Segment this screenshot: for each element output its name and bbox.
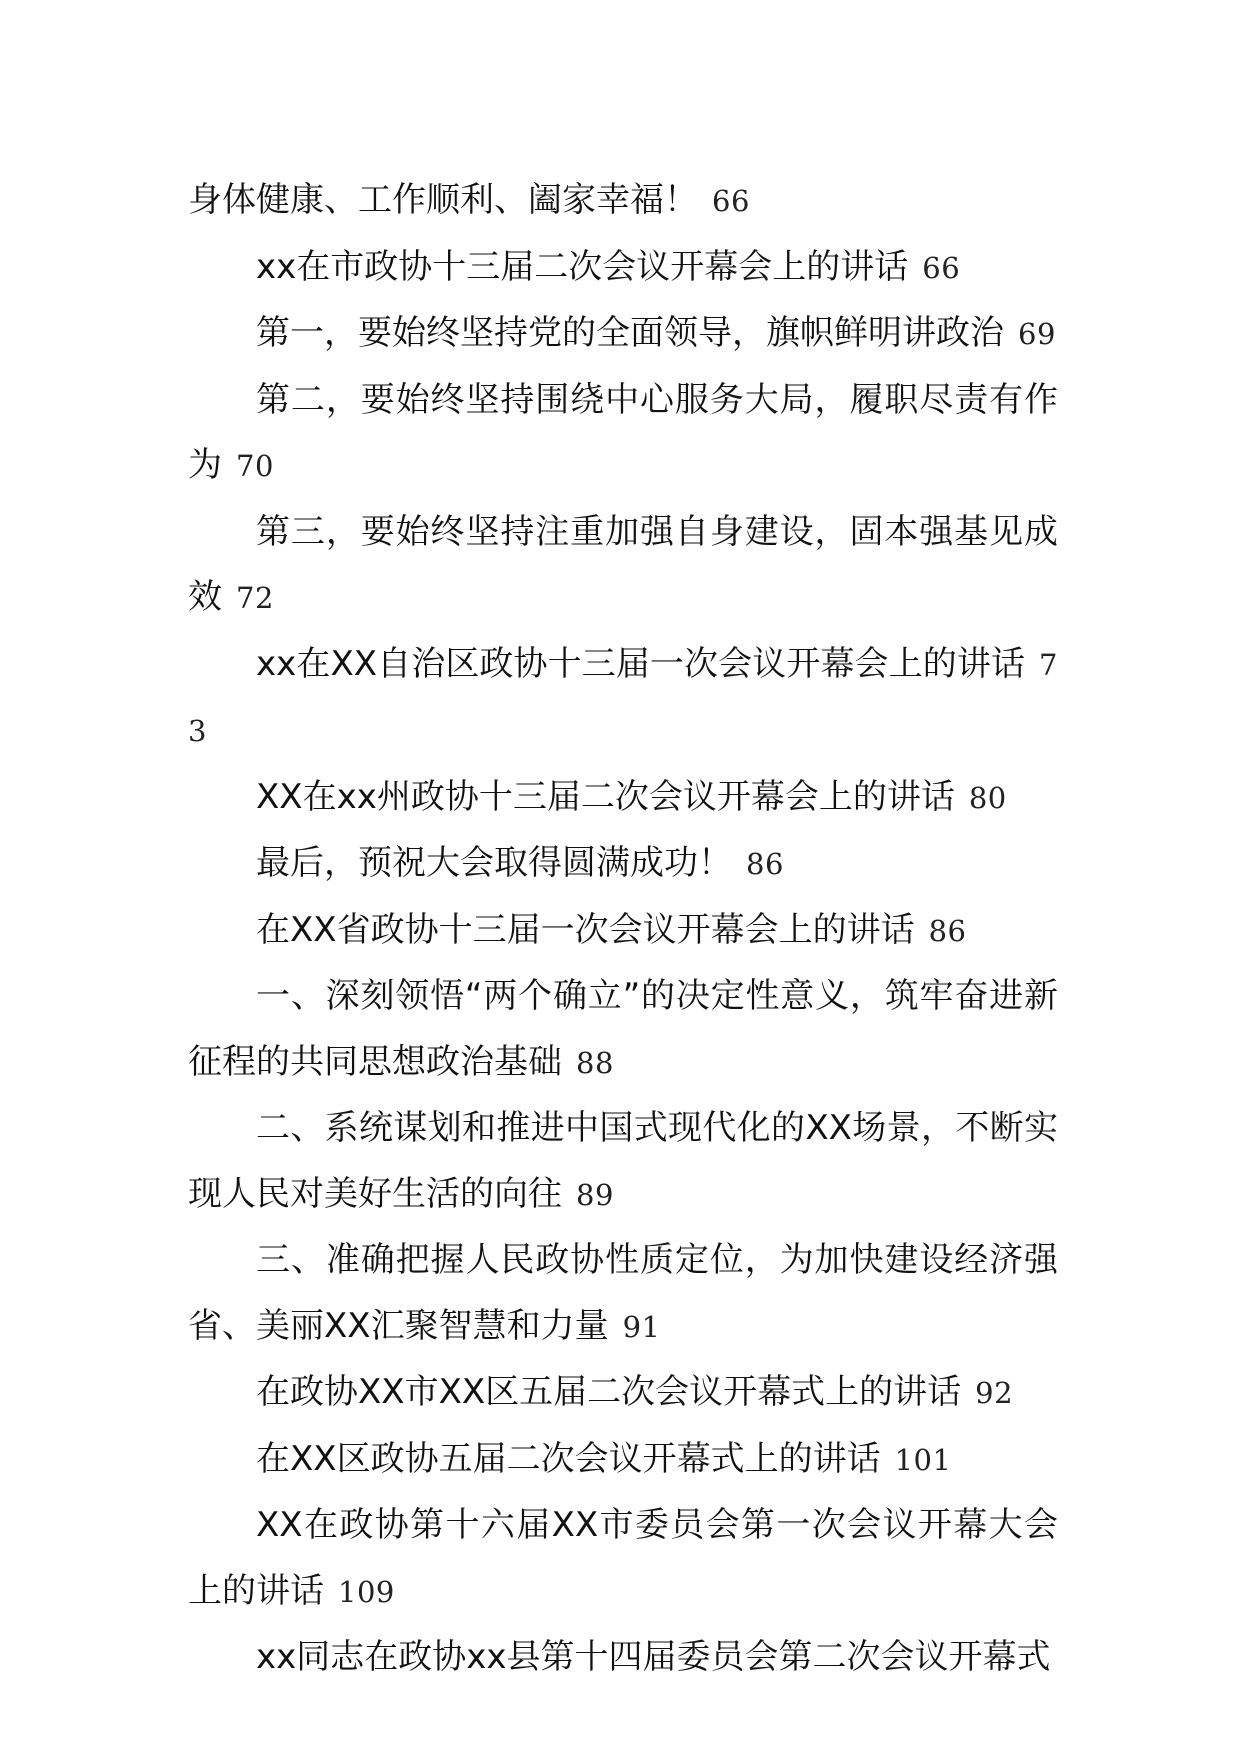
toc-entry-title: 第三，要始终坚持注重加强自身建设，固本强基见成效 [188, 511, 1058, 617]
toc-entry-title: xx同志在政协xx县第十四届委员会第二次会议开幕式 [256, 1637, 1051, 1677]
toc-entry [188, 765, 1058, 832]
toc-entry [188, 368, 1058, 500]
toc-entry [188, 1493, 1058, 1625]
toc-entry-page: 88 [576, 1045, 614, 1080]
toc-entry-title: XX在政协第十六届XX市委员会第一次会议开幕大会上的讲话 [188, 1505, 1058, 1611]
toc-entry-page: 109 [338, 1574, 395, 1609]
table-of-contents [188, 168, 1058, 1692]
toc-entry-title: 二、系统谋划和推进中国式现代化的XX场景，不断实现人民对美好生活的向往 [188, 1108, 1058, 1214]
toc-entry-page: 91 [622, 1309, 661, 1344]
toc-entry [188, 235, 1058, 302]
toc-entry-title: 在XX区政协五届二次会议开幕式上的讲话 [256, 1438, 881, 1479]
toc-entry [188, 500, 1058, 632]
toc-entry-title: xx在市政协十三届二次会议开幕会上的讲话 [256, 246, 909, 287]
toc-entry-page: 80 [968, 780, 1007, 815]
toc-entry [188, 632, 1058, 765]
toc-entry [188, 964, 1058, 1096]
toc-entry-title: 第一，要始终坚持党的全面领导，旗帜鲜明讲政治 [256, 313, 1004, 353]
toc-entry [188, 1625, 1058, 1692]
toc-entry-page: 86 [928, 913, 967, 948]
toc-entry-title: 一、深刻领悟“两个确立”的决定性意义，筑牢奋进新征程的共同思想政治基础 [188, 976, 1058, 1082]
toc-entry-page: 66 [712, 184, 750, 218]
toc-entry-title: 三、准确把握人民政协性质定位，为加快建设经济强省、美丽XX汇聚智慧和力量 [188, 1240, 1058, 1346]
toc-entry [188, 301, 1058, 368]
toc-entry [188, 168, 1058, 235]
toc-entry-page: 66 [922, 250, 961, 285]
toc-entry-title: 在政协XX市XX区五届二次会议开幕式上的讲话 [256, 1372, 962, 1412]
toc-entry-page: 70 [236, 449, 274, 483]
toc-entry-title: 第二，要始终坚持围绕中心服务大局，履职尽责有作为 [188, 379, 1058, 485]
toc-entry-page: 92 [975, 1376, 1014, 1410]
toc-entry-title: XX在xx州政协十三届二次会议开幕会上的讲话 [256, 776, 955, 817]
toc-entry-title: 在XX省政协十三届一次会议开幕会上的讲话 [256, 909, 915, 950]
toc-entry-title: 最后，预祝大会取得圆满成功！ [256, 843, 732, 883]
toc-entry-page: 69 [1018, 317, 1056, 351]
toc-entry [188, 898, 1058, 965]
toc-entry-page: 72 [236, 581, 274, 615]
toc-entry-title: xx在XX自治区政协十三届一次会议开幕会上的讲话 [256, 643, 1026, 684]
toc-entry [188, 1228, 1058, 1360]
toc-entry [188, 1096, 1058, 1228]
toc-entry [188, 831, 1058, 898]
toc-entry [188, 1427, 1058, 1494]
toc-entry [188, 1360, 1058, 1427]
toc-entry-page: 86 [746, 847, 784, 881]
toc-entry-page: 101 [894, 1442, 952, 1477]
toc-entry-title: 身体健康、工作顺利、阖家幸福！ [188, 180, 698, 220]
toc-entry-page: 89 [576, 1177, 614, 1212]
toc-entry-page: 73 [188, 647, 1058, 748]
